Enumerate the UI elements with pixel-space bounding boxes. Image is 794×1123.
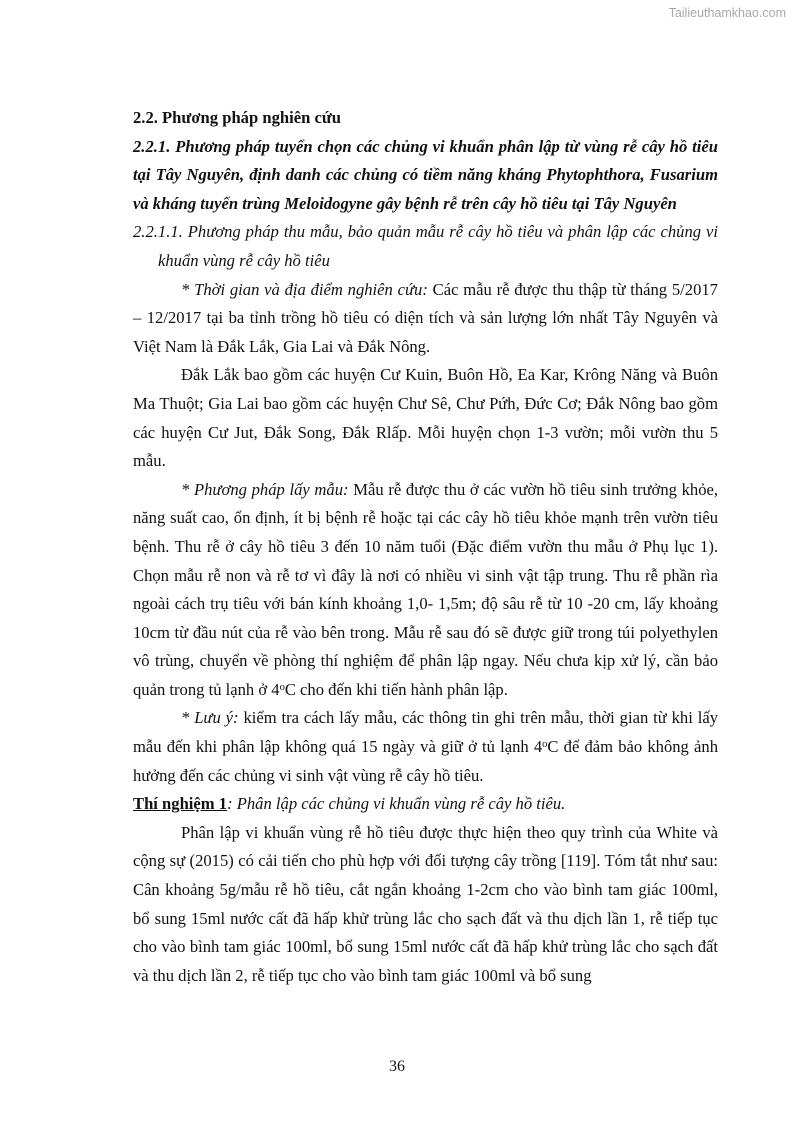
degree-superscript: o <box>279 681 285 693</box>
page-number: 36 <box>389 1058 405 1075</box>
experiment-title: : Phân lập các chủng vi khuẩn vùng rễ cây hồ tiêu. <box>227 794 566 814</box>
paragraph-label: * Phương pháp lấy mẫu: <box>181 479 349 499</box>
paragraph-text: Các mẫu rễ được thu thập từ tháng 5/2017 – 12/2017 tại ba tỉnh trồng hồ tiêu có diện tích và sản lượng lớn nhất Tây Nguyên và Việt Nam là Đắk Lắk, Gia Lai và Đắk Nông. <box>133 279 718 356</box>
paragraph-text: C cho đến khi tiến hành phân lập. <box>284 679 508 699</box>
paragraph-note <box>133 704 718 790</box>
experiment-heading <box>133 790 718 819</box>
paragraph-isolation: Phân lập vi khuẩn vùng rễ hồ tiêu được thực hiện theo quy trình của White và cộng sự (2015) có cải tiến cho phù hợp với đối tượng cây trồng [119]. Tóm tắt như sau: Cân khoảng 5g/mẫu rễ hồ tiêu, cắt ngắn khoảng 1-2cm cho vào bình tam giác 100ml, bổ sung 15ml nước cất đã hấp khử trùng lắc cho sạch đất và thu dịch lần 1, rễ tiếp tục cho vào bình tam giác 100ml, bổ sung 15ml nước cất đã hấp khử trùng lắc cho sạch đất và thu dịch lần 2, rễ tiếp tục cho vào bình tam giác 100ml và bổ sung <box>133 822 718 985</box>
degree-superscript: o <box>542 739 548 751</box>
paragraph-sampling-method <box>133 476 718 705</box>
paragraph-text: kiểm tra cách lấy mẫu, các thông tin ghi trên mẫu, thời gian từ khi lấy mẫu đến khi phân lập không quá 15 ngày và giữ ở tủ lạnh 4 <box>133 708 719 757</box>
experiment-label: Thí nghiệm 1 <box>133 794 228 814</box>
paragraph-text: Mẫu rễ được thu ở các vườn hồ tiêu sinh trưởng khỏe, năng suất cao, ổn định, ít bị bệnh rễ hoặc tại các cây hồ tiêu khỏe mạnh trên vườn tiêu bệnh. Thu rễ ở cây hồ tiêu 3 đến 10 năm tuổi (Đặc điểm vườn thu mẫu ở Phụ lục 1). Chọn mẫu rễ non và rễ tơ vì đây là nơi có nhiều vi sinh vật tập trung. Thu rễ phần rìa ngoài cách trụ tiêu với bán kính khoảng 1,0- 1,5m; độ sâu rễ từ 10 -20 cm, lấy khoảng 10cm từ đầu nút của rễ vào bên trong. Mẫu rễ sau đó sẽ được giữ trong túi polyethylen vô trùng, chuyển về phòng thí nghiệm để phân lập ngay. Nếu chưa kịp xử lý, cần bảo quản trong tủ lạnh ở 4 <box>133 479 719 699</box>
page-content <box>133 104 718 990</box>
paragraph-label: * Lưu ý: <box>181 708 239 728</box>
paragraph-time-location <box>133 276 718 362</box>
section-heading: 2.2. Phương pháp nghiên cứu <box>133 108 342 127</box>
paragraph-text: C để đảm bảo không ảnh hưởng đến các chủng vi sinh vật vùng rễ cây hồ tiêu. <box>133 737 718 785</box>
paragraph-districts: Đắk Lắk bao gồm các huyện Cư Kuin, Buôn Hồ, Ea Kar, Krông Năng và Buôn Ma Thuột; Gia Lai bao gồm các huyện Chư Sê, Chư Pứh, Đức Cơ; Đắk Nông bao gồm các huyện Cư Jut, Đắk Song, Đắk Rlấp. Mỗi huyện chọn 1-3 vườn; mỗi vườn thu 5 mẫu. <box>133 365 718 471</box>
subsection-heading: 2.2.1. Phương pháp tuyển chọn các chủng vi khuẩn phân lập từ vùng rễ cây hồ tiêu tại Tây Nguyên, định danh các chủng có tiềm năng kháng Phytophthora, Fusarium và kháng tuyến trùng Meloidogyne gây bệnh rễ trên cây hồ tiêu tại Tây Nguyên <box>133 136 718 213</box>
paragraph-label: * Thời gian và địa điểm nghiên cứu: <box>181 279 428 299</box>
watermark: Tailieuthamkhao.com <box>668 6 786 20</box>
subsubsection-heading: 2.2.1.1. Phương pháp thu mẫu, bảo quản mẫu rễ cây hồ tiêu và phân lập các chủng vi khuẩn vùng rễ cây hồ tiêu <box>133 222 718 270</box>
